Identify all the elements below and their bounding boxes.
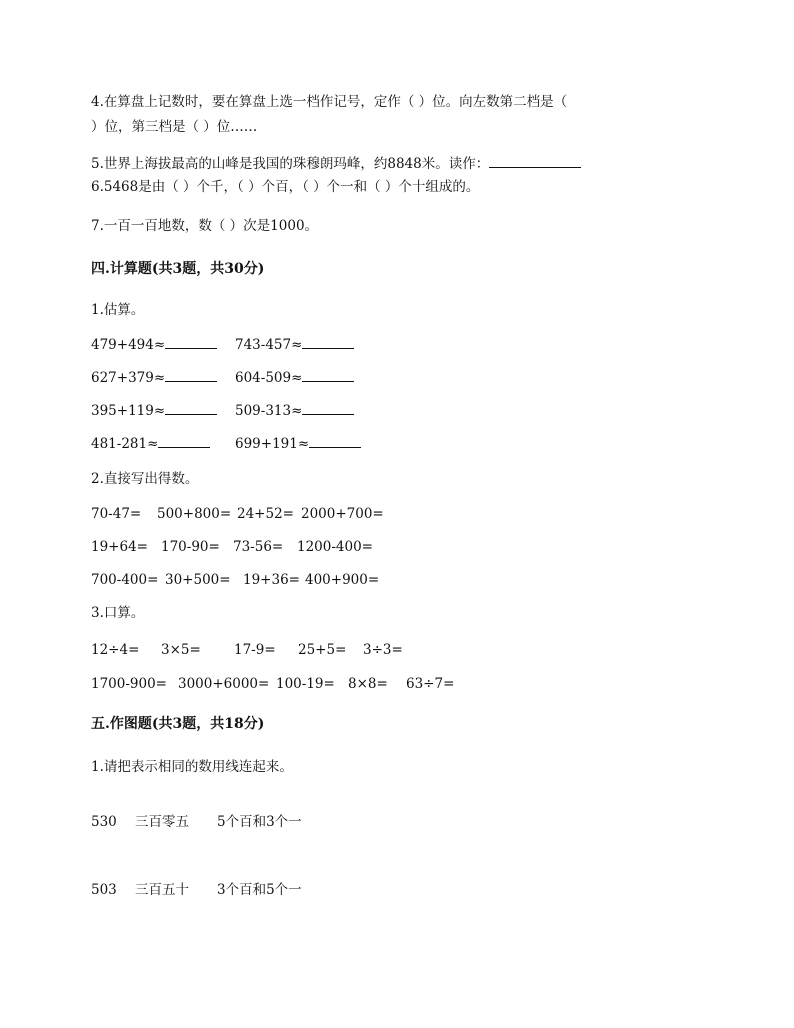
question-5 (91, 155, 581, 173)
section-4-q2-prompt: 2.直接写出得数。 (91, 471, 199, 487)
mental-math-item: 25+5= (298, 642, 347, 658)
arithmetic-item: 70-47= (91, 506, 142, 522)
matching-words[interactable]: 三百五十 (135, 882, 189, 898)
section-5-title: 五.作图题(共3题，共18分) (91, 716, 265, 732)
arithmetic-item: 700-400= (91, 572, 159, 588)
question-4-line-2: ）位，第三档是（ ）位…… (91, 119, 258, 135)
arithmetic-item: 170-90= (161, 539, 220, 555)
question-5-text: 5.世界上海拔最高的山峰是我国的珠穆朗玛峰，约8848米。读作： (91, 156, 490, 172)
answer-blank[interactable] (165, 336, 217, 349)
mental-math-item: 17-9= (234, 642, 276, 658)
arithmetic-item: 400+900= (305, 572, 380, 588)
estimate-item: 509-313≈ (235, 401, 354, 421)
section-4-title: 四.计算题(共3题，共30分) (91, 261, 265, 277)
answer-blank[interactable] (158, 435, 210, 448)
mental-math-item: 100-19= (276, 676, 335, 692)
answer-blank[interactable] (165, 402, 217, 415)
estimate-item: 395+119≈ (91, 401, 217, 421)
estimate-item: 699+191≈ (235, 434, 361, 454)
arithmetic-item: 19+64= (91, 539, 148, 555)
answer-blank[interactable] (302, 369, 354, 382)
matching-number[interactable]: 530 (91, 814, 117, 830)
arithmetic-item: 19+36= (243, 572, 300, 588)
answer-blank[interactable] (302, 336, 354, 349)
section-4-q3-prompt: 3.口算。 (91, 605, 145, 621)
section-5-q1-prompt: 1.请把表示相同的数用线连起来。 (91, 759, 293, 775)
mental-math-item: 3000+6000= (178, 676, 270, 692)
arithmetic-item: 1200-400= (297, 539, 373, 555)
arithmetic-item: 2000+700= (301, 506, 384, 522)
estimate-item: 604-509≈ (235, 368, 354, 388)
answer-blank[interactable] (489, 155, 581, 168)
estimate-item: 479+494≈ (91, 335, 217, 355)
estimate-item: 743-457≈ (235, 335, 354, 355)
arithmetic-item: 30+500= (165, 572, 231, 588)
matching-number[interactable]: 503 (91, 882, 117, 898)
arithmetic-item: 24+52= (237, 506, 294, 522)
arithmetic-item: 73-56= (233, 539, 284, 555)
mental-math-item: 12÷4= (91, 642, 140, 658)
matching-words[interactable]: 三百零五 (135, 814, 189, 830)
estimate-item: 627+379≈ (91, 368, 217, 388)
estimate-item: 481-281≈ (91, 434, 210, 454)
question-7: 7.一百一百地数，数（ ）次是1000。 (91, 218, 319, 234)
question-4-line-1: 4.在算盘上记数时，要在算盘上选一档作记号，定作（ ）位。向左数第二档是（ (91, 94, 568, 110)
mental-math-item: 3÷3= (363, 642, 403, 658)
matching-place-value[interactable]: 5个百和3个一 (217, 814, 302, 830)
mental-math-item: 1700-900= (91, 676, 167, 692)
section-4-q1-prompt: 1.估算。 (91, 302, 145, 318)
mental-math-item: 63÷7= (406, 676, 455, 692)
question-6: 6.5468是由（ ）个千，（ ）个百，（ ）个一和（ ）个十组成的。 (91, 179, 480, 195)
answer-blank[interactable] (165, 369, 217, 382)
answer-blank[interactable] (302, 402, 354, 415)
matching-place-value[interactable]: 3个百和5个一 (217, 882, 302, 898)
answer-blank[interactable] (309, 435, 361, 448)
arithmetic-item: 500+800= (157, 506, 232, 522)
mental-math-item: 8×8= (348, 676, 388, 692)
mental-math-item: 3×5= (161, 642, 201, 658)
